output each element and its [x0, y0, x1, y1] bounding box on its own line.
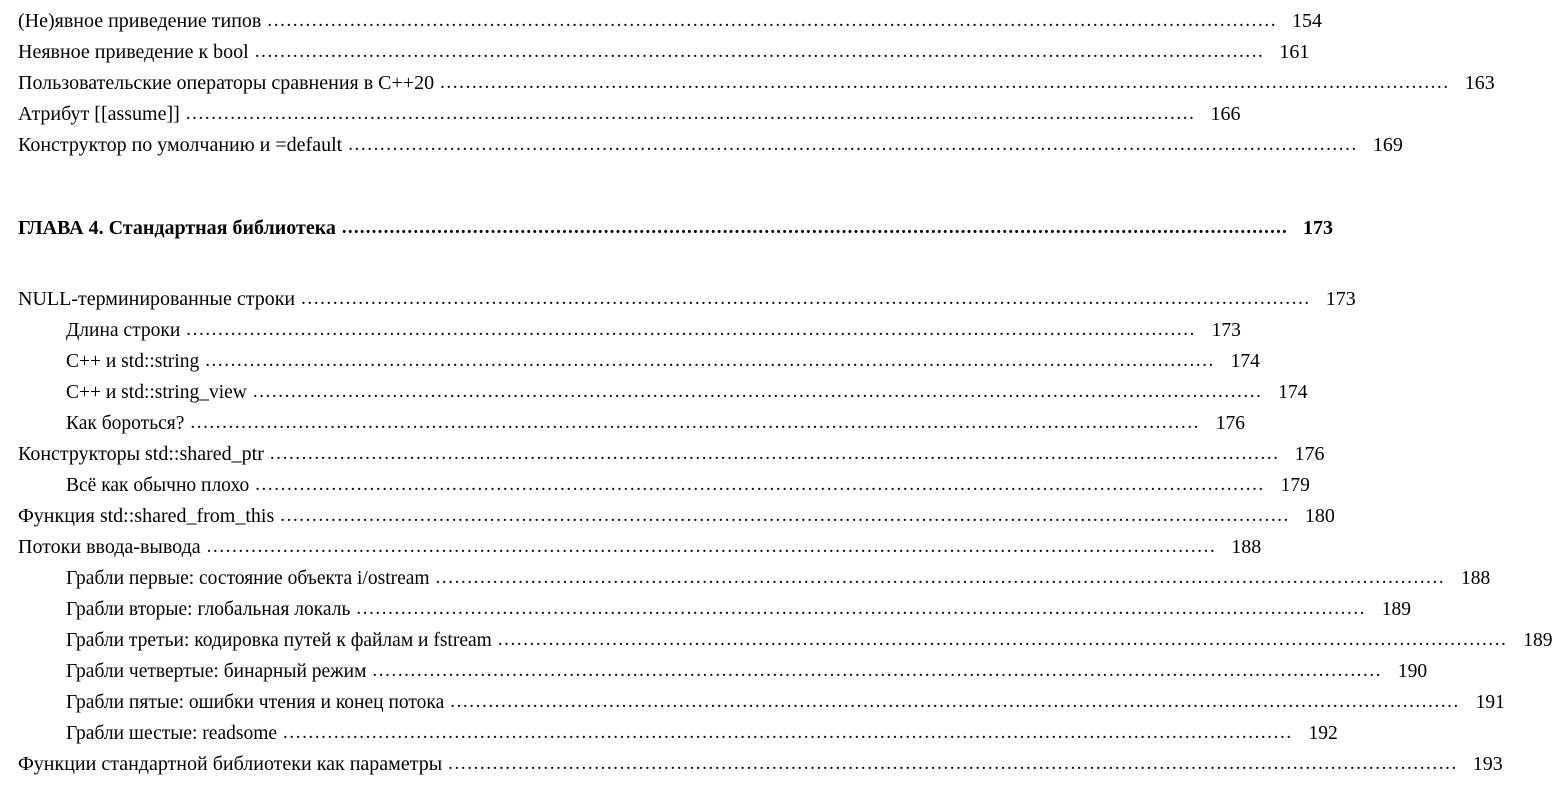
- toc-entry-label: Грабли третьи: кодировка путей к файлам и fstream: [66, 630, 492, 651]
- toc-entry-label: ГЛАВА 4. Стандартная библиотека: [18, 217, 336, 239]
- toc-chapter-entry[interactable]: [18, 213, 1333, 244]
- toc-entry-label: C++ и std::string: [66, 351, 200, 372]
- toc-entry-label: NULL-терминированные строки: [18, 288, 296, 310]
- toc-page-number: 174: [1230, 351, 1260, 372]
- toc-entry-label: Как бороться?: [66, 413, 185, 434]
- toc-leader-dots: ...............................................................................................................................................................: [186, 319, 1196, 340]
- toc-leader-dots: ...............................................................................................................................................................: [267, 10, 1278, 31]
- toc-entry[interactable]: [66, 563, 1491, 594]
- toc-entry[interactable]: [66, 346, 1260, 377]
- toc-leader-dots: ...............................................................................................................................................................: [269, 443, 1280, 464]
- toc-entry-label: Неявное приведение к bool: [18, 41, 249, 63]
- toc-leader-dots: ...............................................................................................................................................................: [435, 567, 1446, 588]
- toc-leader-dots: ...............................................................................................................................................................: [206, 536, 1217, 557]
- toc-leader-dots: ...............................................................................................................................................................: [205, 350, 1215, 371]
- toc-entry[interactable]: [18, 99, 1241, 130]
- toc-entry-label: Конструкторы std::shared_ptr: [18, 443, 264, 465]
- toc-entry-label: Потоки ввода-вывода: [18, 536, 201, 558]
- toc-leader-dots: ...............................................................................................................................................................: [255, 474, 1265, 495]
- toc-leader-dots: ...............................................................................................................................................................: [448, 753, 1458, 774]
- toc-leader-dots: ...............................................................................................................................................................: [254, 41, 1265, 62]
- toc-leader-dots: ...............................................................................................................................................................: [450, 691, 1460, 712]
- toc-page-number: 174: [1278, 382, 1308, 403]
- toc-page-number: 179: [1280, 475, 1310, 496]
- toc-page-number: 189: [1381, 599, 1412, 620]
- toc-entry[interactable]: [18, 130, 1403, 161]
- toc-entry[interactable]: [18, 284, 1356, 315]
- toc-leader-dots: ...............................................................................................................................................................: [190, 412, 1201, 433]
- toc-leader-dots: ...............................................................................................................................................................: [372, 660, 1383, 681]
- toc-page-number: 173: [1302, 217, 1333, 239]
- toc-entry[interactable]: [66, 656, 1428, 687]
- toc-page-number: 191: [1475, 692, 1505, 713]
- toc-entry-label: C++ и std::string_view: [66, 382, 247, 403]
- toc-entry[interactable]: [66, 315, 1241, 346]
- toc-entry[interactable]: [66, 377, 1308, 408]
- toc-entry-label: Пользовательские операторы сравнения в C++20: [18, 72, 435, 94]
- toc-page-number: 190: [1397, 661, 1428, 682]
- toc-entry-label: Функции стандартной библиотеки как параметры: [18, 753, 443, 775]
- toc-entry[interactable]: [18, 501, 1335, 532]
- toc-entry[interactable]: [18, 749, 1503, 780]
- section-gap: [18, 161, 920, 213]
- toc-entry-label: Атрибут [[assume]]: [18, 103, 180, 125]
- toc-entry-label: Всё как обычно плохо: [66, 475, 250, 496]
- toc-leader-dots: ...............................................................................................................................................................: [301, 288, 1311, 309]
- toc-entry-label: Грабли первые: состояние объекта i/ostream: [66, 568, 430, 589]
- toc-page-number: 176: [1294, 443, 1325, 465]
- toc-page-number: 163: [1464, 72, 1495, 94]
- toc-page-number: 154: [1292, 10, 1323, 32]
- toc-entry-label: Функция std::shared_from_this: [18, 505, 275, 527]
- toc-leader-dots: ...............................................................................................................................................................: [356, 598, 1367, 619]
- toc-entry-label: Грабли вторые: глобальная локаль: [66, 599, 351, 620]
- toc-page-number: 169: [1372, 134, 1403, 156]
- toc-entry[interactable]: [66, 625, 1552, 656]
- section-gap: [18, 244, 920, 284]
- toc-page-number: 161: [1279, 41, 1310, 63]
- toc-entry-label: Грабли четвертые: бинарный режим: [66, 661, 367, 682]
- toc-leader-dots: ...............................................................................................................................................................: [440, 72, 1450, 93]
- toc-entry-label: Грабли шестые: readsome: [66, 723, 278, 744]
- toc-page-number: 173: [1325, 288, 1356, 310]
- toc-leader-dots: ...............................................................................................................................................................: [348, 134, 1358, 155]
- toc-entry[interactable]: [18, 6, 1323, 37]
- toc-page-number: 176: [1215, 413, 1246, 434]
- toc-entry[interactable]: [18, 68, 1495, 99]
- toc-leader-dots: ...............................................................................................................................................................: [341, 217, 1288, 238]
- toc-page-number: 192: [1308, 723, 1338, 744]
- toc-page-number: 188: [1231, 536, 1262, 558]
- toc-leader-dots: ...............................................................................................................................................................: [252, 381, 1263, 402]
- toc-leader-dots: ...............................................................................................................................................................: [497, 629, 1508, 650]
- toc-entry-label: (Не)явное приведение типов: [18, 10, 262, 32]
- toc-page-number: 173: [1211, 320, 1241, 341]
- toc-entry[interactable]: [66, 687, 1505, 718]
- toc-entry[interactable]: [18, 532, 1262, 563]
- toc-page-number: 189: [1523, 630, 1552, 651]
- toc-page-number: 166: [1210, 103, 1241, 125]
- toc-leader-dots: ...............................................................................................................................................................: [280, 505, 1290, 526]
- toc-entry[interactable]: [66, 470, 1310, 501]
- toc-page-number: 180: [1304, 505, 1335, 527]
- toc-entry[interactable]: [18, 37, 1310, 68]
- toc-leader-dots: ...............................................................................................................................................................: [283, 722, 1293, 743]
- toc-entry[interactable]: [66, 718, 1338, 749]
- toc-entry-label: Конструктор по умолчанию и =default: [18, 134, 343, 156]
- toc-page-number: 188: [1460, 568, 1491, 589]
- toc-entry-label: Грабли пятые: ошибки чтения и конец потока: [66, 692, 445, 713]
- toc-entry[interactable]: [66, 594, 1412, 625]
- toc-entry-label: Длина строки: [66, 320, 181, 341]
- toc-leader-dots: ...............................................................................................................................................................: [185, 103, 1196, 124]
- toc-entry[interactable]: [66, 408, 1246, 439]
- toc-entry[interactable]: [18, 439, 1325, 470]
- toc-page-number: 193: [1472, 753, 1503, 775]
